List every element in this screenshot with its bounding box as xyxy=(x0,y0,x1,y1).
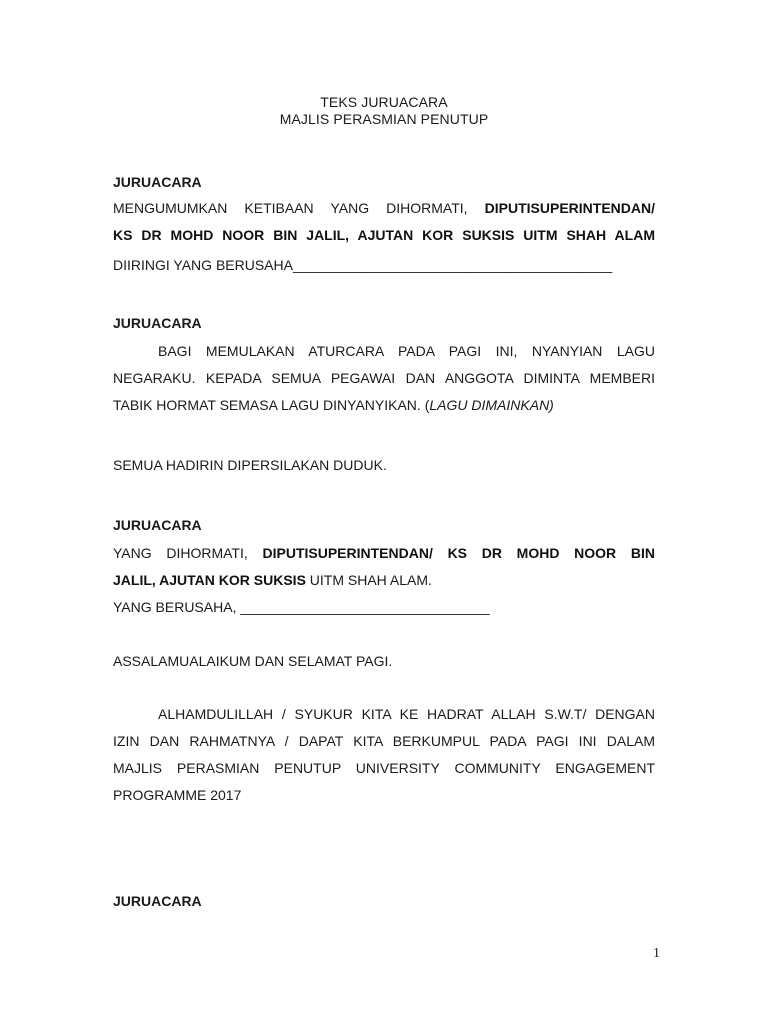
paragraph-line xyxy=(113,227,655,243)
document-title: TEKS JURUACARA xyxy=(320,94,448,110)
paragraph-line: NEGARAKU. KEPADA SEMUA PEGAWAI DAN ANGGOTA DIMINTA MEMBERI xyxy=(113,370,655,386)
paragraph-line: SEMUA HADIRIN DIPERSILAKAN DUDUK. xyxy=(113,457,387,473)
section-heading: JURUACARA xyxy=(113,174,202,190)
paragraph-line: BAGI MEMULAKAN ATURCARA PADA PAGI INI, NYANYIAN LAGU xyxy=(158,343,655,359)
plain-text: UITM SHAH ALAM. xyxy=(305,572,432,588)
paragraph-line: IZIN DAN RAHMATNYA / DAPAT KITA BERKUMPUL PADA PAGI INI DALAM xyxy=(113,733,655,749)
plain-text: MENGUMUMKAN KETIBAAN YANG DIHORMATI, xyxy=(113,200,468,216)
paragraph-line xyxy=(113,397,655,413)
paragraph-line xyxy=(113,200,655,216)
bold-text: DIPUTISUPERINTENDAN/ KS DR MOHD NOOR BIN xyxy=(262,545,655,561)
italic-text: LAGU DIMAINKAN) xyxy=(429,397,554,413)
page-number: 1 xyxy=(653,946,660,961)
plain-text: TABIK HORMAT SEMASA LAGU DINYANYIKAN. ( xyxy=(113,397,430,413)
paragraph-line xyxy=(113,572,655,588)
paragraph-line: ASSALAMUALAIKUM DAN SELAMAT PAGI. xyxy=(113,653,393,669)
section-heading: JURUACARA xyxy=(113,315,202,331)
bold-text: KS DR MOHD NOOR BIN JALIL, AJUTAN KOR SUKSIS UITM SHAH ALAM xyxy=(113,227,655,243)
paragraph-line: MAJLIS PERASMIAN PENUTUP UNIVERSITY COMMUNITY ENGAGEMENT xyxy=(113,760,655,776)
document-subtitle: MAJLIS PERASMIAN PENUTUP xyxy=(279,111,489,127)
section-heading: JURUACARA xyxy=(113,517,202,533)
paragraph-line: DIIRINGI YANG BERUSAHA_________________________________________ xyxy=(113,257,613,273)
paragraph-line xyxy=(113,545,655,561)
plain-text: YANG DIHORMATI, xyxy=(113,545,248,561)
paragraph-line: PROGRAMME 2017 xyxy=(113,787,242,803)
section-heading: JURUACARA xyxy=(113,893,202,909)
bold-text: DIPUTISUPERINTENDAN/ xyxy=(484,200,656,216)
bold-text: JALIL, AJUTAN KOR SUKSIS xyxy=(113,572,306,588)
paragraph-line: YANG BERUSAHA, ________________________________ xyxy=(113,599,490,615)
paragraph-line: ALHAMDULILLAH / SYUKUR KITA KE HADRAT ALLAH S.W.T/ DENGAN xyxy=(158,706,655,722)
